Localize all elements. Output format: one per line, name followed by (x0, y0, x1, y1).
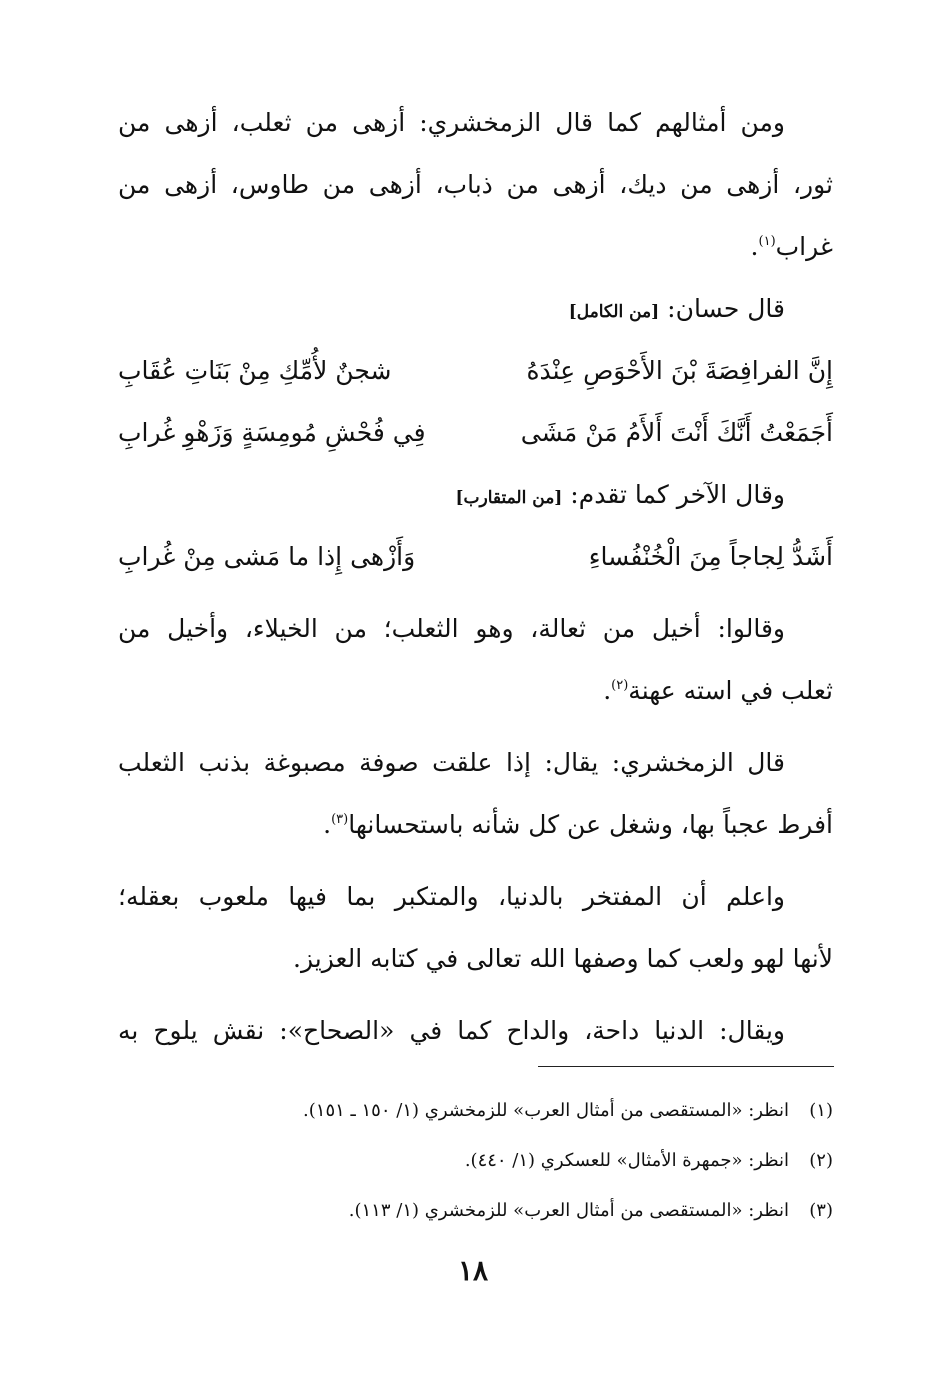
footnote-separator (538, 1066, 834, 1067)
meter-tag: [من المتقارب] (455, 488, 563, 508)
verse-line (118, 340, 833, 402)
footnote-text: انظر: «المستقصى من أمثال العرب» للزمخشري (١/ ١١٣). (348, 1200, 789, 1221)
paragraph-line: ومن أمثالهم كما قال الزمخشري: أزهى من ثعلب، أزهى من (118, 108, 785, 137)
footnote-item (118, 1186, 833, 1236)
intro-text: قال حسان: (659, 294, 785, 323)
verse-second-hemistich: وَأَزْهى إِذا ما مَشى مِنْ غُرابِ (118, 542, 416, 571)
paragraph-text: ثعلب في استه عهنة (628, 676, 833, 705)
paragraph-line: ويقال: الدنيا داحة، والداح كما في «الصحاح»: نقش يلوح به (118, 1016, 785, 1045)
paragraph-line: ثور، أزهى من ديك، أزهى من ذباب، أزهى من طاوس، أزهى من (118, 170, 833, 199)
verse-intro (118, 464, 833, 526)
meter-tag: [من الكامل] (568, 302, 660, 322)
paragraph-end: . (603, 676, 612, 705)
footnotes (118, 1086, 833, 1236)
verse-second-hemistich: فِي فُحْشِ مُومِسَةٍ وَزَهْوِ غُرابِ (118, 418, 426, 447)
main-text (118, 92, 833, 1062)
paragraph-line: قال الزمخشري: يقال: إذا علقت صوفة مصبوغة بذنب الثعلب (118, 748, 785, 777)
paragraph-line (118, 660, 833, 722)
paragraph-line (118, 216, 833, 278)
paragraph-text: أفرط عجباً بها، وشغل عن كل شأنه باستحسانها (348, 810, 833, 839)
paragraph-end: . (323, 810, 332, 839)
verse-line (118, 402, 833, 464)
page-number: ١٨ (457, 1254, 489, 1287)
verse-first-hemistich: أَشَدُّ لِجاجاً مِنَ الْخُنْفُساءِ (588, 542, 833, 571)
verse-first-hemistich: أَجَمَعْتُ أَنَّكَ أَنْتَ أَلأَمُ مَنْ مَشَى (520, 418, 833, 447)
footnote-item (118, 1086, 833, 1136)
footnote-reference[interactable]: (١) (758, 234, 776, 249)
paragraph-line (118, 794, 833, 856)
footnote-text: انظر: «جمهرة الأمثال» للعسكري (١/ ٤٤٠). (464, 1150, 789, 1171)
verse-intro (118, 278, 833, 340)
paragraph-line: واعلم أن المفتخر بالدنيا، والمتكبر بما فيها ملعوب بعقله؛ (118, 882, 785, 911)
footnote-text: انظر: «المستقصى من أمثال العرب» للزمخشري (١/ ١٥٠ ـ ١٥١). (303, 1100, 789, 1121)
footnote-number: (٣) (809, 1200, 833, 1221)
verse-line (118, 526, 833, 588)
verse-second-hemistich: شجنٌ لأُمِّكِ مِنْ بَنَاتِ عُقَابِ (118, 356, 392, 385)
footnote-reference[interactable]: (٢) (611, 678, 629, 693)
verse-first-hemistich: إِنَّ الفرافِصَةَ بْنَ الأَحْوَصِ عِنْدَهُ (526, 356, 833, 385)
footnote-reference[interactable]: (٣) (331, 812, 349, 827)
footnote-number: (٢) (809, 1150, 833, 1171)
paragraph-text: غراب (775, 232, 833, 261)
paragraph-line: وقالوا: أخيل من ثعالة، وهو الثعلب؛ من الخيلاء، وأخيل من (118, 614, 785, 643)
paragraph-end: . (750, 232, 759, 261)
intro-text: وقال الآخر كما تقدم: (562, 480, 785, 509)
footnote-number: (١) (809, 1100, 833, 1121)
footnote-item (118, 1136, 833, 1186)
paragraph-line: لأنها لهو ولعب كما وصفها الله تعالى في كتابه العزيز. (293, 944, 833, 973)
